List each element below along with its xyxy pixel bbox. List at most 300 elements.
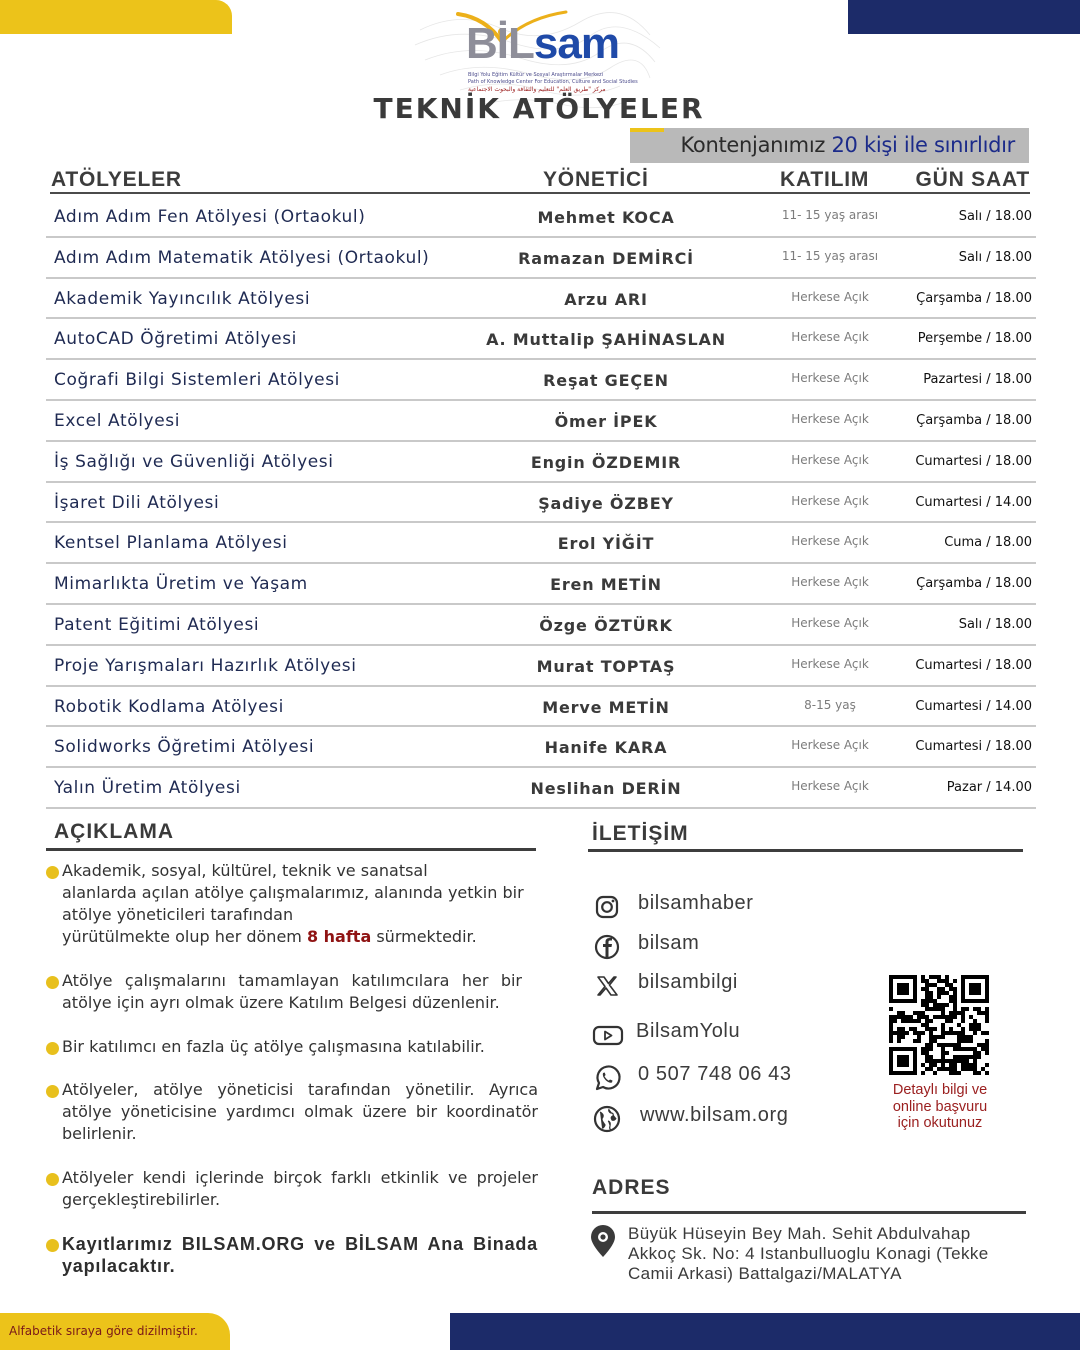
bullet-dot-icon	[46, 976, 59, 989]
contact-x[interactable]	[590, 969, 850, 999]
qr-module	[937, 1035, 941, 1039]
qr-module	[929, 1027, 933, 1031]
qr-module	[937, 1067, 941, 1071]
qr-module	[933, 975, 937, 979]
qr-module	[961, 1055, 965, 1059]
qr-module	[945, 1059, 949, 1063]
qr-module	[961, 1035, 965, 1039]
bullet-line: atölye yöneticileri tarafından	[62, 905, 294, 924]
qr-module	[945, 1019, 949, 1023]
qr-module	[949, 1015, 953, 1019]
bullet-dot-icon	[46, 1042, 59, 1055]
qr-module	[949, 987, 953, 991]
qr-module	[973, 1067, 977, 1071]
bullet-text: Atölyeler kendi içlerinde birçok farklı etkinlik ve projeler gerçekleştirebilirler.	[62, 1168, 538, 1209]
description-title: AÇIKLAMA	[54, 820, 174, 843]
workshop-participation: 8-15 yaş	[804, 697, 856, 712]
bullet-text: Bir katılımcı en fazla üç atölye çalışmasına katılabilir.	[62, 1037, 485, 1056]
table-row	[46, 401, 1036, 442]
qr-module	[941, 1003, 945, 1007]
workshop-schedule: Cumartesi / 14.00	[915, 494, 1032, 510]
qr-module	[945, 979, 949, 983]
qr-module	[941, 1063, 945, 1067]
qr-module	[985, 1011, 989, 1015]
qr-module	[965, 1035, 969, 1039]
qr-module	[913, 1019, 917, 1023]
qr-module	[897, 1031, 901, 1035]
column-header-participation: KATILIM	[780, 168, 870, 191]
qr-module	[921, 1023, 925, 1027]
map-pin-icon	[590, 1224, 616, 1258]
qr-module	[893, 1019, 897, 1023]
qr-module	[969, 1047, 973, 1051]
qr-module	[953, 1007, 957, 1011]
footer-note: Alfabetik sıraya göre dizilmiştir.	[9, 1324, 198, 1338]
qr-module	[961, 1063, 965, 1067]
qr-module	[933, 1063, 937, 1067]
workshop-leader: Neslihan DERİN	[530, 779, 682, 799]
bullet-text: Atölye çalışmalarını tamamlayan katılımcılara her bir atölye için ayrı olmak üzere Katılım Belgesi düzenlenir.	[62, 971, 522, 1012]
qr-module	[893, 1015, 897, 1019]
quota-accent-bar	[630, 128, 664, 132]
qr-module	[977, 1043, 981, 1047]
contact-facebook[interactable]	[590, 930, 850, 960]
qr-module	[889, 1007, 893, 1011]
qr-module	[925, 999, 929, 1003]
qr-module	[905, 1015, 909, 1019]
contact-text: www.bilsam.org	[640, 1104, 789, 1126]
qr-module	[941, 1023, 945, 1027]
workshop-table	[46, 197, 1036, 809]
workshop-leader: Ömer İPEK	[554, 411, 658, 431]
qr-module	[925, 1043, 929, 1047]
qr-module	[953, 1071, 957, 1075]
contact-rule	[588, 849, 1023, 852]
qr-module	[985, 1051, 989, 1055]
qr-module	[921, 1003, 925, 1007]
qr-module	[901, 1031, 905, 1035]
workshop-schedule: Salı / 18.00	[958, 249, 1032, 265]
qr-caption-line: için okutunuz	[897, 1115, 983, 1131]
workshop-leader: Erol YİĞİT	[557, 534, 655, 554]
workshop-name: Kentsel Planlama Atölyesi	[54, 533, 288, 554]
contact-title: İLETİŞİM	[592, 822, 689, 845]
qr-module	[929, 1047, 933, 1051]
table-row	[46, 319, 1036, 360]
qr-module	[929, 995, 933, 999]
workshop-participation: 11- 15 yaş arası	[781, 248, 879, 263]
workshop-schedule: Cumartesi / 18.00	[915, 739, 1032, 755]
qr-module	[957, 1059, 961, 1063]
page-title	[0, 92, 1080, 125]
description-bullet	[46, 1079, 538, 1145]
qr-module	[957, 1071, 961, 1075]
qr-module	[949, 983, 953, 987]
qr-module	[889, 1023, 893, 1027]
contact-text: bilsambilgi	[638, 971, 738, 993]
qr-module	[949, 1031, 953, 1035]
qr-module	[985, 1071, 989, 1075]
qr-module	[925, 1003, 929, 1007]
workshop-leader: Mehmet KOCA	[537, 208, 675, 227]
qr-module	[937, 1043, 941, 1047]
address-line: Camii Arkasi) Battalgazi/MALATYA	[628, 1264, 902, 1283]
qr-module	[941, 1011, 945, 1015]
qr-module	[933, 999, 937, 1003]
qr-module	[909, 1015, 913, 1019]
qr-module	[949, 999, 953, 1003]
column-header-schedule: GÜN SAAT	[915, 168, 1030, 191]
table-row	[46, 360, 1036, 401]
qr-module	[925, 1059, 929, 1063]
qr-module	[889, 1019, 893, 1023]
qr-module	[973, 1047, 977, 1051]
table-row	[46, 238, 1036, 279]
address-line: Büyük Hüseyin Bey Mah. Sehit Abdulvahap	[628, 1224, 971, 1243]
qr-module	[921, 1011, 925, 1015]
qr-module	[977, 1023, 981, 1027]
qr-module	[921, 999, 925, 1003]
workshop-name: Mimarlıkta Üretim ve Yaşam	[54, 574, 308, 595]
qr-module	[957, 1055, 961, 1059]
qr-module	[929, 983, 933, 987]
qr-module	[901, 1011, 905, 1015]
qr-module	[953, 1011, 957, 1015]
instagram-icon	[592, 892, 622, 922]
qr-module	[937, 1007, 941, 1011]
qr-module	[965, 1007, 969, 1011]
qr-module	[933, 1007, 937, 1011]
qr-module	[941, 1043, 945, 1047]
qr-module	[901, 1027, 905, 1031]
qr-module	[961, 1027, 965, 1031]
qr-module	[981, 1031, 985, 1035]
qr-module	[969, 1063, 973, 1067]
description-rule	[46, 848, 536, 851]
qr-module	[933, 1015, 937, 1019]
qr-code[interactable]	[889, 975, 989, 1075]
workshop-leader: Murat TOPTAŞ	[536, 656, 676, 676]
qr-module	[929, 1055, 933, 1059]
qr-module	[897, 1027, 901, 1031]
qr-module	[985, 1043, 989, 1047]
workshop-name: Adım Adım Matematik Atölyesi (Ortaokul)	[54, 247, 430, 268]
qr-module	[917, 1015, 921, 1019]
address-title: ADRES	[592, 1176, 671, 1199]
workshop-schedule: Pazartesi / 18.00	[923, 372, 1032, 388]
x-twitter-icon	[592, 971, 622, 1001]
qr-module	[929, 1007, 933, 1011]
qr-module	[925, 1051, 929, 1055]
qr-module	[973, 1023, 977, 1027]
workshop-schedule: Cumartesi / 18.00	[915, 453, 1032, 469]
description-list	[46, 860, 538, 1277]
contact-instagram[interactable]	[590, 890, 850, 920]
bullet-line: alanlarda açılan atölye çalışmalarımız, alanında yetkin bir	[62, 883, 524, 902]
qr-module	[913, 1027, 917, 1031]
workshop-leader: A. Muttalip ŞAHİNASLAN	[486, 330, 726, 350]
logo-subtitle	[468, 72, 638, 93]
workshop-schedule: Çarşamba / 18.00	[916, 290, 1032, 306]
qr-module	[917, 1011, 921, 1015]
qr-module	[921, 1031, 925, 1035]
page-title-text: TEKNİK ATÖLYELER	[373, 92, 705, 125]
logo-bil: BİL	[466, 19, 534, 68]
qr-module	[921, 1071, 925, 1075]
qr-module	[941, 987, 945, 991]
contact-youtube[interactable]	[590, 1018, 850, 1048]
contact-website[interactable]	[590, 1102, 850, 1132]
workshop-schedule: Salı / 18.00	[958, 209, 1032, 224]
description-bullet	[46, 860, 538, 948]
table-row	[46, 197, 1036, 238]
qr-module	[933, 1059, 937, 1063]
qr-module	[913, 1011, 917, 1015]
globe-icon	[592, 1104, 622, 1134]
qr-module	[985, 1047, 989, 1051]
workshop-name: Robotik Kodlama Atölyesi	[54, 696, 284, 717]
qr-module	[977, 1027, 981, 1031]
qr-module	[897, 1035, 901, 1039]
qr-module	[965, 1063, 969, 1067]
bullet-line	[62, 926, 538, 948]
qr-module	[969, 1055, 973, 1059]
qr-module	[925, 1007, 929, 1011]
qr-module	[957, 1023, 961, 1027]
qr-module	[961, 1067, 965, 1071]
quota-highlight: 20 kişi ile sınırlıdır	[831, 133, 1015, 157]
qr-module	[889, 1039, 893, 1043]
qr-module	[901, 1019, 905, 1023]
qr-module	[945, 1015, 949, 1019]
bullet-text: Atölyeler, atölye yöneticisi tarafından yönetilir. Ayrıca atölye yöneticisine yardımcı olmak üzere bir koordinatör belirlenir.	[62, 1080, 538, 1143]
qr-module	[925, 995, 929, 999]
workshop-participation: Herkese Açık	[791, 738, 869, 753]
qr-module	[957, 1043, 961, 1047]
qr-module	[889, 1015, 893, 1019]
qr-caption	[880, 1082, 1000, 1132]
qr-module	[937, 1003, 941, 1007]
qr-module	[985, 1007, 989, 1011]
qr-module	[945, 1043, 949, 1047]
bullet-text: sürmektedir.	[371, 927, 477, 946]
contact-text: bilsam	[638, 932, 700, 954]
workshop-participation: Herkese Açık	[791, 371, 869, 386]
logo-sam: sam	[533, 19, 619, 68]
qr-module	[945, 1031, 949, 1035]
qr-module	[929, 1031, 933, 1035]
column-header-leader: YÖNETİCİ	[543, 168, 649, 191]
logo-subtitle-ar: مركز "طريق العلم" للتعليم والثقافة والبحوث الاجتماعية	[468, 86, 606, 93]
qr-module	[893, 1031, 897, 1035]
bottom-navy-band	[450, 1313, 1080, 1350]
workshop-name: Patent Eğitimi Atölyesi	[54, 614, 260, 635]
qr-module	[953, 1067, 957, 1071]
workshop-participation: Herkese Açık	[791, 330, 869, 345]
column-header-workshops: ATÖLYELER	[51, 168, 182, 191]
qr-module	[973, 1031, 977, 1035]
workshop-participation: Herkese Açık	[791, 575, 869, 590]
qr-module	[937, 1059, 941, 1063]
qr-module	[913, 1039, 917, 1043]
qr-module	[965, 1055, 969, 1059]
description-bullet	[46, 1233, 538, 1277]
facebook-icon	[592, 932, 622, 962]
qr-module	[965, 1047, 969, 1051]
qr-module	[977, 1071, 981, 1075]
top-left-yellow-band	[0, 0, 232, 34]
qr-module	[961, 1015, 965, 1019]
qr-module	[945, 1051, 949, 1055]
workshop-participation: Herkese Açık	[791, 534, 869, 549]
qr-module	[925, 987, 929, 991]
qr-module	[969, 1067, 973, 1071]
qr-module	[961, 1059, 965, 1063]
qr-module	[961, 1039, 965, 1043]
qr-module	[945, 975, 949, 979]
qr-module	[941, 1031, 945, 1035]
qr-module	[957, 1031, 961, 1035]
qr-module	[905, 1031, 909, 1035]
qr-module	[925, 1015, 929, 1019]
workshop-schedule: Cumartesi / 18.00	[915, 657, 1032, 673]
qr-module	[945, 1067, 949, 1071]
qr-module	[917, 1031, 921, 1035]
qr-module	[981, 1067, 985, 1071]
qr-module	[953, 1047, 957, 1051]
qr-module	[977, 1051, 981, 1055]
qr-module	[949, 1027, 953, 1031]
workshop-schedule: Salı / 18.00	[958, 616, 1032, 632]
qr-module	[965, 1039, 969, 1043]
qr-module	[953, 987, 957, 991]
workshop-leader: Özge ÖZTÜRK	[539, 615, 673, 635]
qr-module	[933, 1003, 937, 1007]
bullet-dot-icon	[46, 866, 59, 879]
workshop-leader: Eren METİN	[550, 575, 662, 595]
qr-module	[925, 983, 929, 987]
qr-module	[969, 1015, 973, 1019]
qr-module	[941, 1051, 945, 1055]
address-rule	[592, 1211, 1026, 1214]
workshop-participation: Herkese Açık	[791, 615, 869, 630]
qr-module	[973, 1007, 977, 1011]
qr-module	[945, 1003, 949, 1007]
qr-module	[981, 1047, 985, 1051]
qr-module	[949, 1063, 953, 1067]
workshop-schedule: Cuma / 18.00	[944, 535, 1032, 551]
qr-module	[953, 1031, 957, 1035]
qr-module	[941, 1007, 945, 1011]
contact-whatsapp[interactable]	[590, 1061, 850, 1091]
qr-module	[945, 991, 949, 995]
qr-module	[921, 987, 925, 991]
qr-module	[973, 1071, 977, 1075]
workshop-name: İşaret Dili Atölyesi	[54, 492, 220, 513]
qr-module	[929, 1059, 933, 1063]
qr-module	[933, 1071, 937, 1075]
qr-module	[949, 1071, 953, 1075]
qr-module	[929, 1039, 933, 1043]
qr-module	[981, 1043, 985, 1047]
qr-module	[957, 1039, 961, 1043]
qr-module	[889, 1031, 893, 1035]
workshop-leader: Arzu ARI	[564, 289, 648, 309]
qr-module	[929, 1067, 933, 1071]
workshop-name: Akademik Yayıncılık Atölyesi	[54, 288, 311, 309]
logo-wordmark	[466, 19, 619, 68]
qr-module	[901, 1035, 905, 1039]
qr-module	[925, 1023, 929, 1027]
qr-module	[905, 1019, 909, 1023]
workshop-participation: 11- 15 yaş arası	[781, 208, 879, 222]
qr-module	[957, 1047, 961, 1051]
workshop-schedule: Çarşamba / 18.00	[916, 576, 1032, 592]
qr-module	[937, 987, 941, 991]
quota-prefix: Kontenjanımız	[680, 133, 832, 157]
qr-module	[921, 979, 925, 983]
qr-module	[917, 1039, 921, 1043]
qr-module	[925, 991, 929, 995]
qr-module	[981, 1011, 985, 1015]
workshop-name: Proje Yarışmaları Hazırlık Atölyesi	[54, 655, 357, 676]
contact-text: BilsamYolu	[636, 1020, 741, 1042]
logo-subtitle-tr: Bilgi Yolu Eğitim Kültür ve Sosyal Araştırmalar Merkezi	[468, 72, 604, 78]
footer-note-band	[0, 1313, 230, 1350]
qr-module	[941, 1035, 945, 1039]
qr-module	[953, 979, 957, 983]
table-header	[50, 166, 1030, 194]
qr-module	[961, 1047, 965, 1051]
top-right-navy-band	[848, 0, 1080, 34]
qr-module	[961, 1031, 965, 1035]
qr-module	[941, 1027, 945, 1031]
bullet-line: Akademik, sosyal, kültürel, teknik ve sanatsal	[62, 861, 428, 880]
workshop-leader: Şadiye ÖZBEY	[538, 493, 674, 513]
qr-module	[969, 1023, 973, 1027]
table-row	[46, 687, 1036, 728]
qr-module	[949, 1011, 953, 1015]
table-row	[46, 442, 1036, 483]
workshop-participation: Herkese Açık	[791, 411, 869, 426]
qr-module	[925, 979, 929, 983]
qr-module	[937, 991, 941, 995]
qr-module	[973, 1027, 977, 1031]
workshop-leader: Ramazan DEMİRCİ	[518, 248, 694, 268]
address-text	[628, 1224, 1028, 1284]
qr-module	[941, 979, 945, 983]
table-row	[46, 564, 1036, 605]
qr-module	[965, 1067, 969, 1071]
workshop-leader: Engin ÖZDEMIR	[530, 452, 682, 472]
table-row	[46, 646, 1036, 687]
workshop-participation: Herkese Açık	[791, 452, 869, 467]
qr-module	[913, 1031, 917, 1035]
qr-module	[953, 1003, 957, 1007]
qr-module	[977, 1055, 981, 1059]
table-row	[46, 768, 1036, 809]
table-row	[46, 279, 1036, 320]
qr-module	[973, 1063, 977, 1067]
workshop-name: AutoCAD Öğretimi Atölyesi	[54, 329, 298, 350]
qr-module	[953, 1063, 957, 1067]
qr-module	[961, 1019, 965, 1023]
qr-module	[889, 1035, 893, 1039]
workshop-schedule: Cumartesi / 14.00	[915, 698, 1032, 714]
qr-module	[889, 1027, 893, 1031]
workshop-leader: Hanife KARA	[544, 738, 668, 758]
workshop-participation: Herkese Açık	[791, 656, 869, 671]
